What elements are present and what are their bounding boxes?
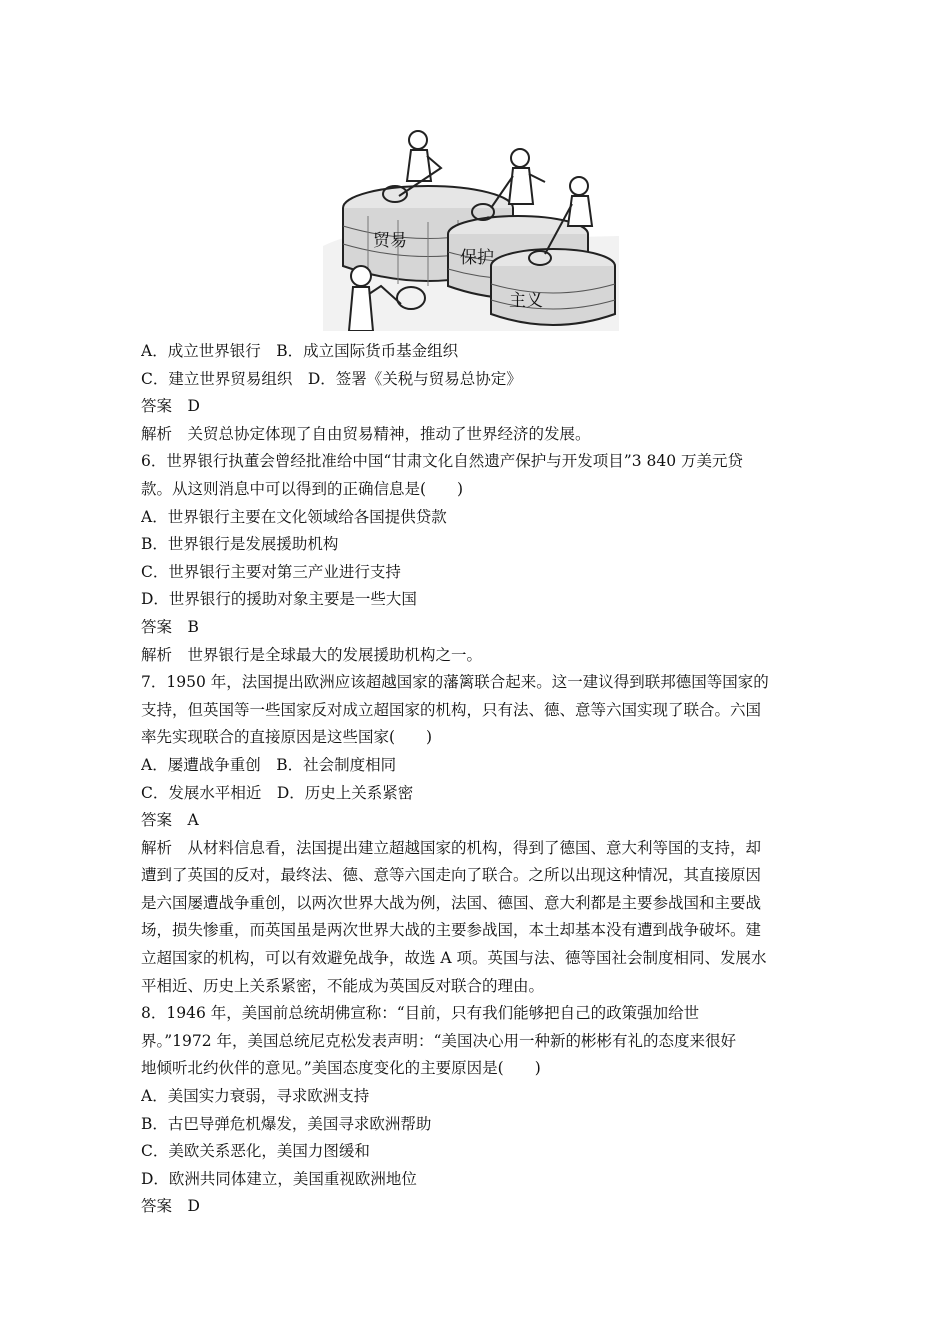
q7-stem-line-3: 率先实现联合的直接原因是这些国家( ): [141, 728, 433, 747]
q8-option-c: C．美欧关系恶化，美国力图缓和: [141, 1142, 370, 1161]
q7-analysis-line-4: 场，损失惨重，而英国虽是两次世界大战的主要参战国，本土却基本没有遭到战争破坏。建: [141, 921, 762, 940]
q7-analysis-line-1: 解析 从材料信息看，法国提出建立超越国家的机构，得到了德国、意大利等国的支持，却: [141, 838, 762, 857]
trade-protectionism-cartoon: [323, 126, 619, 331]
q6-option-c: C．世界银行主要对第三产业进行支持: [141, 562, 401, 581]
q5-options-ab: A．成立世界银行 B．成立国际货币基金组织: [141, 342, 459, 360]
q6-analysis: 解析 世界银行是全球最大的发展援助机构之一。: [141, 645, 483, 664]
q6-answer: 答案 B: [141, 617, 199, 636]
q7-options-ab: A．屡遭战争重创 B．社会制度相同: [141, 755, 397, 774]
q7-stem-line-1: 7．1950 年，法国提出欧洲应该超越国家的藩篱联合起来。这一建议得到联邦德国等国家的: [141, 673, 769, 692]
q7-analysis-line-6: 平相近、历史上关系紧密，不能成为英国反对联合的理由。: [141, 976, 545, 995]
q8-option-b: B．古巴导弹危机爆发，美国寻求欧洲帮助: [141, 1114, 432, 1133]
q8-stem-line-3: 地倾听北约伙伴的意见。”美国态度变化的主要原因是( ): [141, 1059, 541, 1078]
q5-answer: 答案 D: [141, 397, 200, 416]
cartoon-label-3: 主义: [509, 291, 543, 311]
cartoon-label-1: 贸易: [373, 231, 407, 251]
q7-options-cd: C．发展水平相近 D．历史上关系紧密: [141, 783, 414, 802]
question-content: [141, 338, 813, 1221]
q6-option-d: D．世界银行的援助对象主要是一些大国: [141, 590, 417, 609]
q8-option-d: D．欧洲共同体建立，美国重视欧洲地位: [141, 1169, 417, 1188]
q6-option-a: A．世界银行主要在文化领域给各国提供贷款: [141, 507, 447, 526]
q8-option-a: A．美国实力衰弱，寻求欧洲支持: [141, 1087, 370, 1106]
q6-option-b: B．世界银行是发展援助机构: [141, 535, 339, 554]
q8-answer: 答案 D: [141, 1197, 200, 1216]
q7-analysis-line-5: 立超国家的机构，可以有效避免战争，故选 A 项。英国与法、德等国社会制度相同、发展水: [141, 949, 767, 968]
q5-analysis: 解析 关贸总协定体现了自由贸易精神，推动了世界经济的发展。: [141, 424, 591, 443]
q8-stem-line-2: 界。”1972 年，美国总统尼克松发表声明：“美国决心用一种新的彬彬有礼的态度来很好: [141, 1031, 736, 1050]
q7-analysis-line-2: 遭到了英国的反对，最终法、德、意等六国走向了联合。之所以出现这种情况，其直接原因: [141, 866, 762, 885]
q5-options-cd: C．建立世界贸易组织 D．签署《关税与贸易总协定》: [141, 369, 522, 388]
q6-stem-line-2: 款。从这则消息中可以得到的正确信息是( ): [141, 479, 464, 498]
cartoon-label-2: 保护: [460, 248, 494, 268]
q7-stem-line-2: 支持，但英国等一些国家反对成立超国家的机构，只有法、德、意等六国实现了联合。六国: [141, 700, 762, 719]
q7-analysis-line-3: 是六国屡遭战争重创，以两次世界大战为例，法国、德国、意大利都是主要参战国和主要战: [141, 893, 762, 912]
q7-answer: 答案 A: [141, 811, 199, 830]
q8-stem-line-1: 8．1946 年，美国前总统胡佛宣称：“目前，只有我们能够把自己的政策强加给世: [141, 1004, 700, 1023]
q6-stem-line-1: 6．世界银行执董会曾经批准给中国“甘肃文化自然遗产保护与开发项目”3 840 万美元贷: [141, 452, 744, 471]
